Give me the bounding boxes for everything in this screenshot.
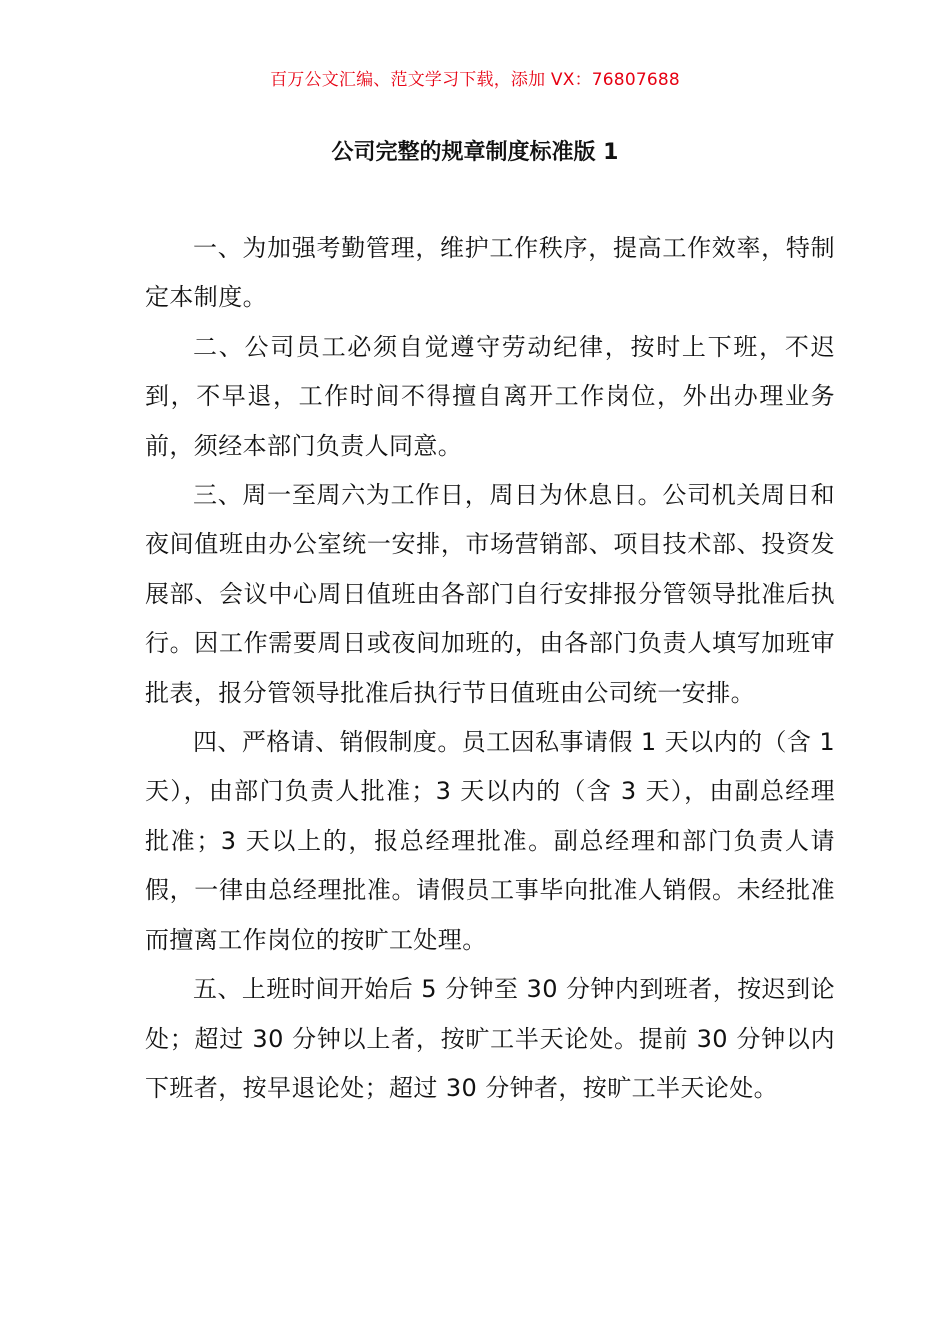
paragraph-1: 一、为加强考勤管理，维护工作秩序，提高工作效率，特制定本制度。 [145, 234, 835, 312]
document-title: 公司完整的规章制度标准版 1 [331, 140, 619, 165]
header-note: 百万公文汇编、范文学习下载，添加 VX：76807688 [270, 70, 680, 90]
paragraph-3: 三、周一至周六为工作日，周日为休息日。公司机关周日和夜间值班由办公室统一安排，市场营销部、项目技术部、投资发展部、会议中心周日值班由各部门自行安排报分管领导批准后执行。因工作需要周日或夜间加班的，由各部门负责人填写加班审批表，报分管领导批准后执行节日值班由公司统一安排。 [145, 481, 835, 707]
paragraph-4: 四、严格请、销假制度。员工因私事请假 1 天以内的（含 1 天），由部门负责人批准；3 天以内的（含 3 天），由副总经理批准；3 天以上的，报总经理批准。副总经理和部门负责人请假，一律由总经理批准。请假员工事毕向批准人销假。未经批准而擅离工作岗位的按旷工处理。 [145, 728, 835, 954]
document-body [145, 224, 835, 1113]
paragraph-5: 五、上班时间开始后 5 分钟至 30 分钟内到班者，按迟到论处；超过 30 分钟以上者，按旷工半天论处。提前 30 分钟以内下班者，按早退论处；超过 30 分钟者，按旷工半天论处。 [145, 975, 835, 1102]
paragraph-2: 二、公司员工必须自觉遵守劳动纪律，按时上下班，不迟到，不早退，工作时间不得擅自离开工作岗位，外出办理业务前，须经本部门负责人同意。 [145, 332, 835, 460]
